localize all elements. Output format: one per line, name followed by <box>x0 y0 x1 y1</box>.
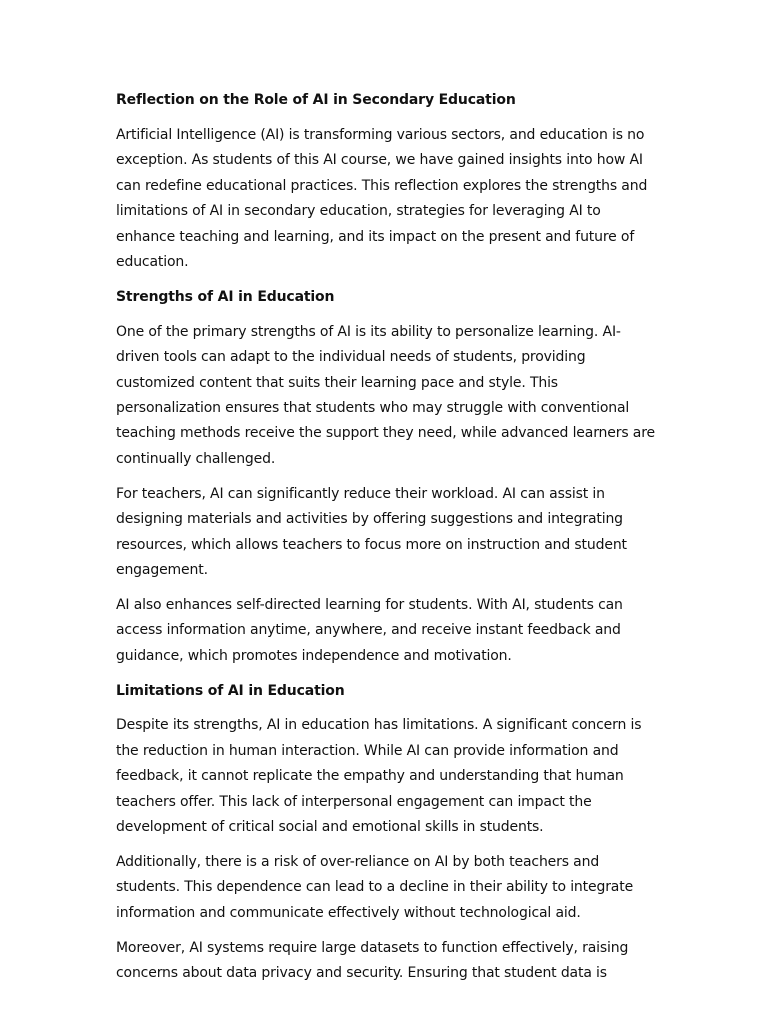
limitations-paragraph-3: Moreover, AI systems require large datasets to function effectively, raising concerns about data privacy and security. Ensuring that student data is <box>116 939 629 982</box>
strengths-paragraph-2: For teachers, AI can significantly reduce their workload. AI can assist in designing materials and activities by offering suggestions and integrating resources, which allows teachers to focus more on instruction and student engagement. <box>116 485 627 578</box>
intro-paragraph: Artificial Intelligence (AI) is transforming various sectors, and education is no exception. As students of this AI course, we have gained insights into how AI can redefine educational practices. This reflection explores the strengths and limitations of AI in secondary education, strategies for leveraging AI to enhance teaching and learning, and its impact on the present and future of education. <box>116 126 648 270</box>
limitations-paragraph-2: Additionally, there is a risk of over-reliance on AI by both teachers and students. This dependence can lead to a decline in their ability to integrate information and communicate effectively without technological aid. <box>116 853 634 921</box>
strengths-paragraph-3: AI also enhances self-directed learning for students. With AI, students can access information anytime, anywhere, and receive instant feedback and guidance, which promotes independence and motivation. <box>116 596 623 664</box>
limitations-heading: Limitations of AI in Education <box>116 682 345 699</box>
document-title: Reflection on the Role of AI in Secondary Education <box>116 92 516 108</box>
strengths-paragraph-1: One of the primary strengths of AI is its ability to personalize learning. AI-driven tools can adapt to the individual needs of students, providing customized content that suits their learning pace and style. This personalization ensures that students who may struggle with conventional teaching methods receive the support they need, while advanced learners are continually challenged. <box>116 323 655 467</box>
limitations-paragraph-1: Despite its strengths, AI in education has limitations. A significant concern is the reduction in human interaction. While AI can provide information and feedback, it cannot replicate the empathy and understanding that human teachers offer. This lack of interpersonal engagement can impact the development of critical social and emotional skills in students. <box>116 717 642 836</box>
document-page <box>116 88 656 996</box>
strengths-heading: Strengths of AI in Education <box>116 288 335 305</box>
